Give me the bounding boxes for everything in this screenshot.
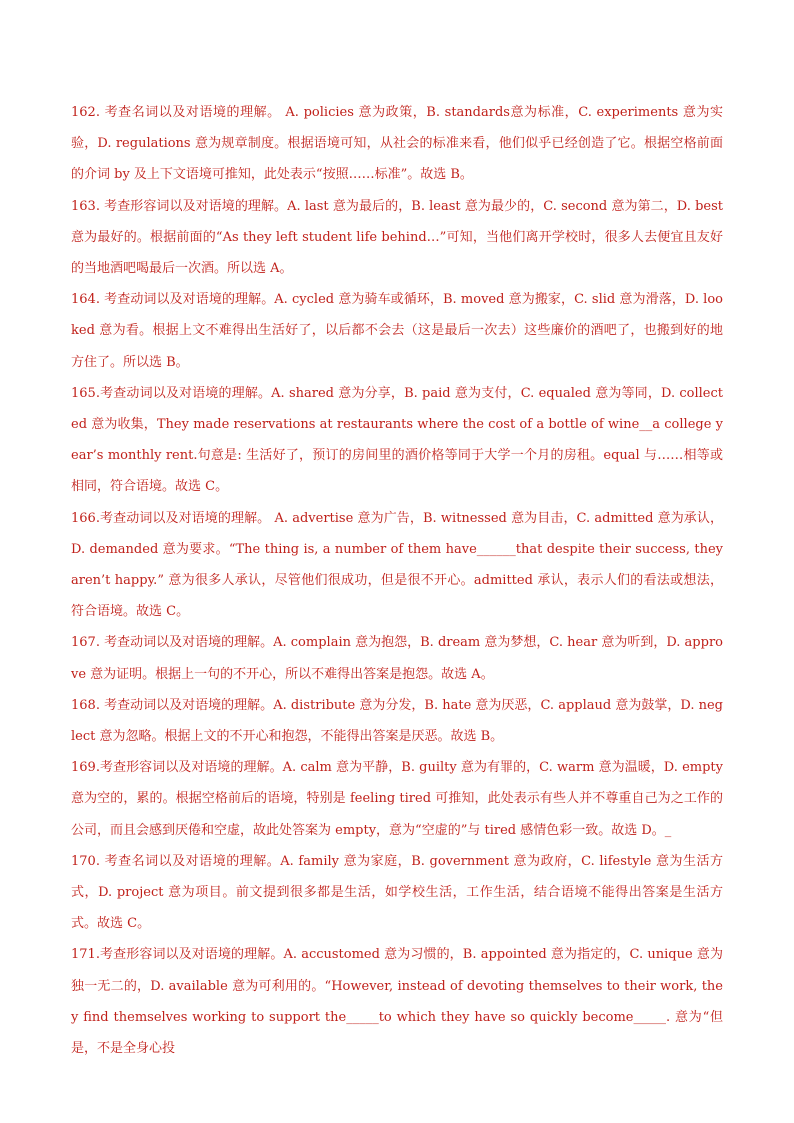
explanation-167: 167. 考查动词以及对语境的理解。A. complain 意为抱怨，B. dream 意为梦想，C. hear 意为听到，D. approve 意为证明。根据上一句的不开心，所以不难得出答案是抱怨。故选 A。 [71, 635, 723, 682]
explanation-165: 165.考查动词以及对语境的理解。A. shared 意为分享，B. paid 意为支付，C. equaled 意为等同，D. collected 意为收集，They made reservations at restaurants where the cost of a bottle of wine__a college year’s monthly rent.句意是: 生活好了，预订的房间里的酒价格等同于大学一个月的房租。equal 与……相等或相同，符合语境。故选 C。 [71, 385, 723, 495]
explanation-162: 162. 考查名词以及对语境的理解。 A. policies 意为政策，B. standards意为标准，C. experiments 意为实验，D. regulations 意为规章制度。根据语境可知，从社会的标准来看，他们似乎已经创造了它。根据空格前面的介词 by 及上下文语境可推知，此处表示“按照……标准”。故选 B。 [71, 105, 723, 183]
explanation-163: 163. 考查形容词以及对语境的理解。A. last 意为最后的，B. least 意为最少的，C. second 意为第二，D. best 意为最好的。根据前面的“As they left student life behind…”可知，当他们离开学校时，很多人去便宜且友好的当地酒吧喝最后一次酒。所以选 A。 [71, 198, 723, 277]
explanation-169: 169.考查形容词以及对语境的理解。A. calm 意为平静，B. guilty 意为有罪的，C. warm 意为温暖，D. empty 意为空的，累的。根据空格前后的语境，特别是 feeling tired 可推知，此处表示有些人并不尊重自己为之工作的公司，而且会感到厌倦和空虚，故此处答案为 empty，意为“空虚的”与 tired 感情色彩一致。故选 D。_ [71, 760, 723, 838]
explanation-166: 166.考查动词以及对语境的理解。 A. advertise 意为广告，B. witnessed 意为目击，C. admitted 意为承认，D. demanded 意为要求。“The thing is, a number of them have______that despite their success, they aren’t happy.” 意为很多人承认，尽管他们很成功，但是很不开心。admitted 承认，表示人们的看法或想法，符合语境。故选 C。 [71, 510, 723, 620]
explanation-170: 170. 考查名词以及对语境的理解。A. family 意为家庭，B. government 意为政府，C. lifestyle 意为生活方式，D. project 意为项目。前文提到很多都是生活，如学校生活，工作生活，结合语境不能得出答案是生活方式。故选 C。 [71, 853, 723, 932]
explanation-171: 171.考查形容词以及对语境的理解。A. accustomed 意为习惯的，B. appointed 意为指定的，C. unique 意为独一无二的，D. available 意为可利用的。“However, instead of devoting themselves to their work, they find themselves working to support the_____to which they have so quickly become_____. 意为“但是，不是全身心投 [71, 947, 723, 1057]
explanation-164: 164. 考查动词以及对语境的理解。A. cycled 意为骑车或循环，B. moved 意为搬家，C. slid 意为滑落，D. looked 意为看。根据上文不难得出生活好了，以后都不会去（这是最后一次去）这些廉价的酒吧了，也搬到好的地方住了。所以选 B。 [71, 292, 723, 370]
answer-explanations [71, 97, 723, 1064]
explanation-168: 168. 考查动词以及对语境的理解。A. distribute 意为分发，B. hate 意为厌恶，C. applaud 意为鼓掌，D. neglect 意为忽略。根据上文的不开心和抱怨，不能得出答案是厌恶。故选 B。 [71, 697, 723, 745]
